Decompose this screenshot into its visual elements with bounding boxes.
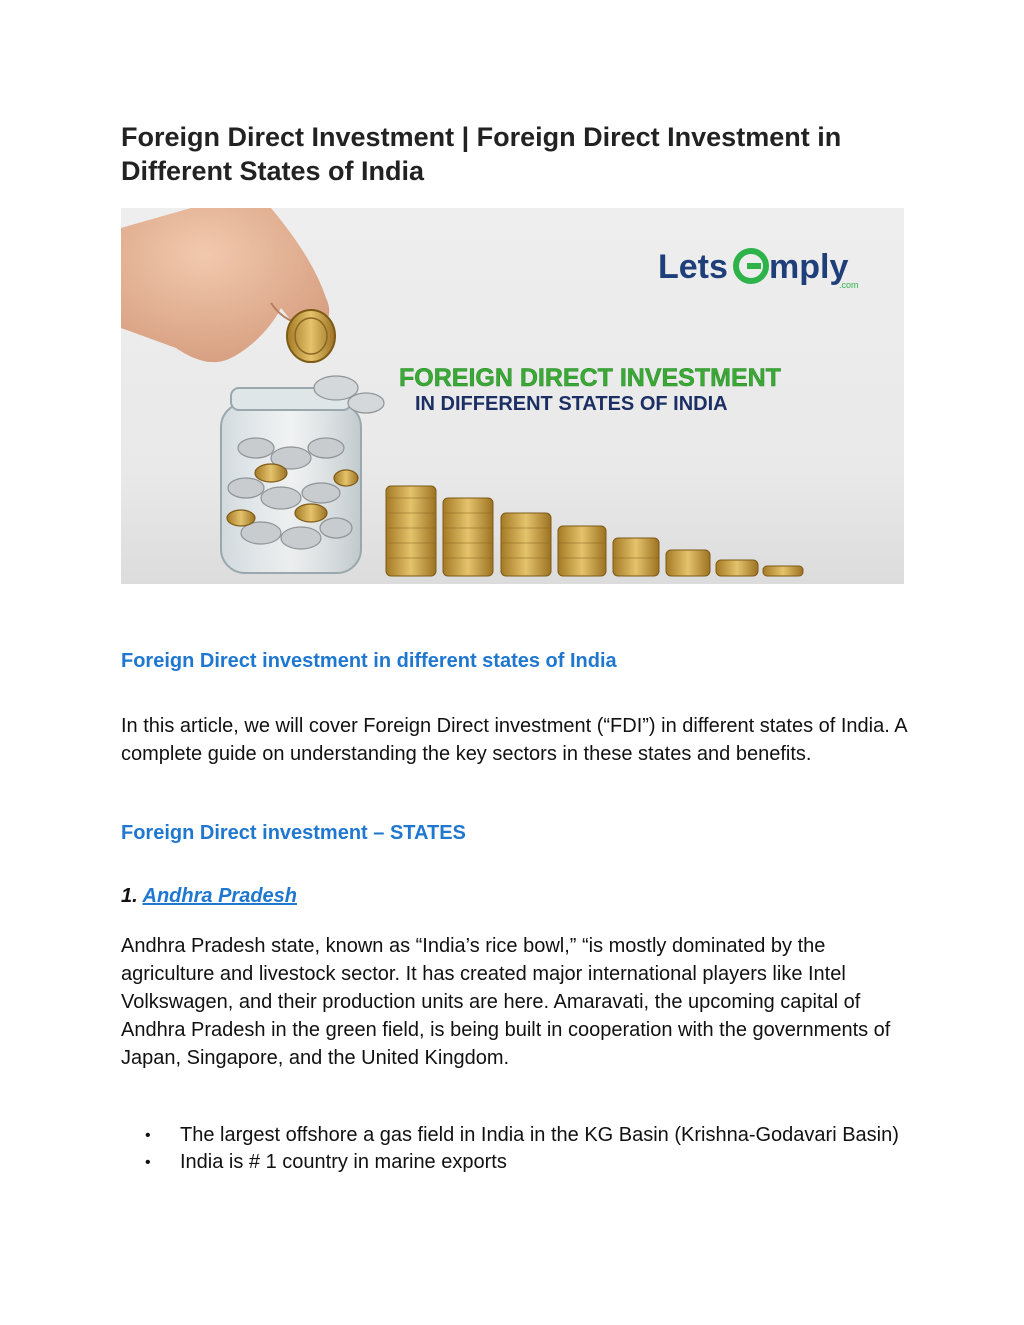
state-link-andhra-pradesh[interactable]: Andhra Pradesh [142, 885, 297, 907]
coin-jar [221, 376, 384, 573]
bullet-dot-icon: • [145, 1127, 151, 1144]
coin-falling [287, 310, 335, 362]
intro-paragraph: In this article, we will cover Foreign Direct investment (“FDI”) in different states of India. A complete guide on understanding the key sectors in these states and benefits. [121, 715, 907, 765]
page-title: Foreign Direct Investment | Foreign Direct Investment in Different States of India [121, 122, 842, 186]
logo-suffix-text: .com [839, 280, 859, 290]
banner-headline-line1: FOREIGN DIRECT INVESTMENT [399, 364, 781, 392]
bullet-dot-icon: • [145, 1154, 151, 1171]
state-description: Andhra Pradesh state, known as “India’s rice bowl,” “is mostly dominated by the agriculture and livestock sector. It has created major international players like Intel Volkswagen, and their production units are here. Amaravati, the upcoming capital of Andhra Pradesh in the green field, is being built in cooperation with the governments of Japan, Singapore, and the United Kingdom. [121, 935, 891, 1069]
coin-stacks [386, 486, 803, 576]
banner-image [121, 208, 904, 584]
logo-right-text: mply [769, 248, 849, 286]
state-heading [121, 882, 297, 910]
state-bullet-list [121, 1122, 911, 1176]
list-item [121, 1149, 911, 1176]
state-number: 1. [121, 885, 138, 907]
list-item [121, 1122, 911, 1149]
list-item-text: The largest offshore a gas field in India in the KG Basin (Krishna-Godavari Basin) [180, 1124, 899, 1146]
logo-left-text: Lets [658, 248, 728, 286]
banner-headline-line2: IN DIFFERENT STATES OF INDIA [415, 393, 728, 415]
list-item-text: India is # 1 country in marine exports [180, 1151, 507, 1173]
section-heading-main: Foreign Direct investment in different states of India [121, 650, 617, 672]
section-heading-states: Foreign Direct investment – STATES [121, 822, 466, 844]
letscomply-logo [658, 248, 859, 290]
